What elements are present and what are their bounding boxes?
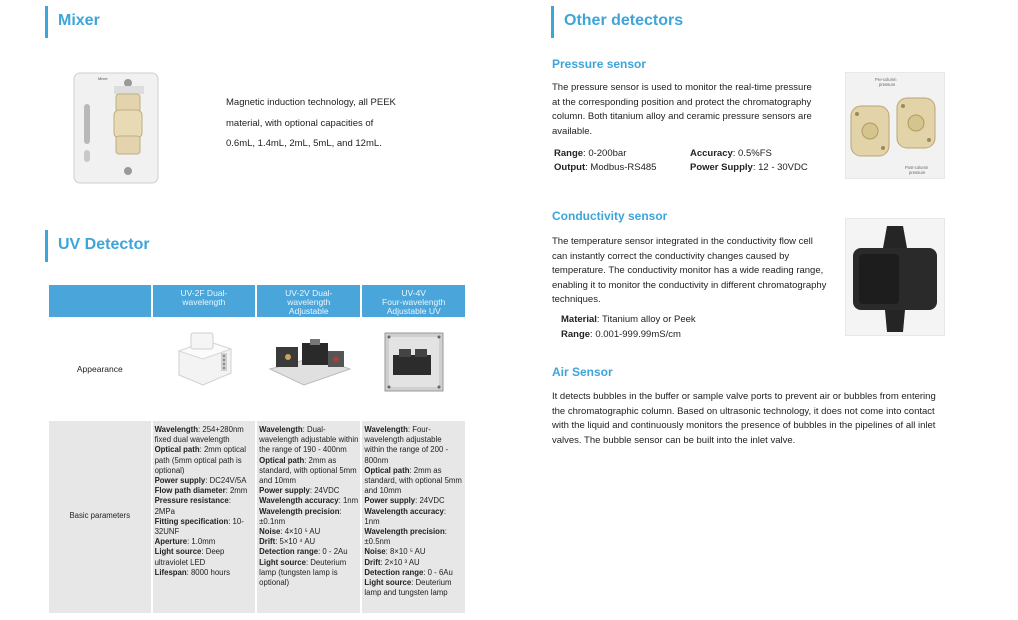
param-value: : Dual-wavelength adjustable within the range of 190 - 400nm (259, 425, 359, 455)
param-line (259, 547, 358, 557)
conductivity-range (561, 328, 681, 342)
param-key: Drift (259, 537, 276, 547)
spec-value: : Titanium alloy or Peek (596, 314, 696, 325)
spec-value: : 0-200bar (583, 148, 627, 159)
header-line: Four-wavelength (382, 297, 446, 307)
spec-key: Output (554, 162, 586, 173)
param-key: Wavelength accuracy (259, 496, 339, 506)
header-blank-cell (49, 285, 151, 317)
param-key: Wavelength (154, 425, 199, 434)
param-line (155, 445, 254, 476)
param-line (155, 476, 254, 486)
param-line (259, 527, 358, 537)
param-key: Light source (364, 578, 412, 588)
uv-title: UV Detector (45, 230, 150, 262)
uv-2v-image (266, 329, 352, 391)
param-line (259, 486, 358, 496)
pre-column-label: Pre-column (875, 77, 897, 82)
params-label: Basic parameters (49, 421, 151, 613)
param-value: : 2mm optical path (5mm optical path is optional) (154, 445, 247, 475)
table-header-row (49, 285, 465, 317)
param-key: Optical path (259, 455, 305, 465)
param-key: Wavelength accuracy (364, 506, 444, 516)
param-value: : Deuterium lamp (tungsten lamp is optional) (259, 557, 347, 588)
param-key: Power supply (259, 486, 310, 496)
param-line (155, 547, 254, 567)
pre-column-label-2: pressure (879, 82, 896, 87)
param-key: Power supply (154, 476, 206, 486)
param-value: : 2mm as standard, with optional 5mm and 10mm (259, 455, 357, 486)
param-line (155, 517, 254, 537)
header-line: UV-4V (401, 288, 426, 298)
param-key: Pressure resistance (154, 496, 229, 506)
param-value: : 8×10 ⁵ AU (385, 547, 426, 557)
param-key: Optical path (154, 445, 200, 455)
param-value: : DC24V/5A (205, 476, 247, 486)
header-uv-2f (153, 285, 256, 317)
mixer-description (226, 93, 456, 155)
uv-2v-params (257, 421, 360, 613)
mixer-title: Mixer (45, 6, 100, 38)
header-line: UV-2F Dual- (180, 288, 228, 298)
param-line (259, 496, 358, 506)
header-uv-4v (362, 285, 465, 317)
air-sensor-title: Air Sensor (552, 365, 613, 379)
header-line: wavelength (287, 297, 331, 307)
pressure-power-supply (690, 161, 808, 175)
param-line (364, 425, 463, 466)
param-value: : Deep ultraviolet LED (154, 547, 225, 567)
spec-key: Accuracy (690, 148, 733, 159)
param-value: : 5×10 ⁴ AU (275, 537, 316, 547)
param-value: : 8000 hours (186, 567, 230, 577)
appearance-label: Appearance (76, 364, 123, 374)
param-line (364, 466, 463, 497)
pressure-sensor-description: The pressure sensor is used to monitor the real-time pressure at the corresponding position and protect the chromatography column. Both titanium alloy and ceramic pressure sensors are available. (552, 82, 812, 137)
param-value: : 2mm as standard, with optional 5mm and 10mm (364, 465, 462, 496)
param-line (155, 425, 254, 445)
param-line (364, 507, 463, 527)
spec-key: Material (561, 314, 597, 325)
pressure-range (554, 147, 626, 161)
param-value: : ±0.1nm (259, 506, 342, 526)
spec-key: Power Supply (690, 162, 753, 173)
pressure-sensor-title: Pressure sensor (552, 57, 647, 71)
param-key: Light source (154, 547, 202, 557)
param-line (364, 527, 463, 547)
pressure-accuracy (690, 147, 772, 161)
pressure-sensor-image (845, 72, 945, 179)
spec-key: Range (554, 148, 584, 159)
pressure-output (554, 161, 656, 175)
param-value: : 1nm (364, 506, 447, 526)
param-value: : 4×10 ⁵ AU (280, 527, 321, 537)
spec-key: Range (561, 329, 591, 340)
header-uv-2v (257, 285, 360, 317)
air-sensor-description: It detects bubbles in the buffer or sample valve ports to prevent air or bubbles from entering the chromatographic column. Based on ultrasonic technology, it does not come into contact with the liquid and continuously monitors the presence of bubbles in the pipelines of all inlet valves. The bubble sensor can be built into the inlet valve. (552, 391, 936, 446)
param-key: Light source (259, 557, 306, 567)
mixer-desc-line: Magnetic induction technology, all PEEK (226, 97, 396, 108)
param-value: : 24VDC (415, 496, 445, 506)
param-value: : 0 - 6Au (423, 567, 453, 577)
param-key: Flow path diameter (154, 486, 226, 496)
param-line (259, 558, 358, 589)
param-key: Wavelength precision (259, 506, 340, 516)
param-value: : 24VDC (309, 486, 340, 496)
post-column-label: Post-column (905, 165, 929, 170)
uv-detector-table (47, 283, 467, 615)
param-value: : 254+280nm fixed dual wavelength (154, 425, 244, 445)
param-line (155, 486, 254, 496)
param-line (364, 578, 463, 598)
uv-2f-image-cell (153, 319, 256, 419)
param-line (364, 568, 463, 578)
param-value: : 10-32UNF (154, 516, 244, 537)
param-line (155, 568, 254, 578)
conductivity-sensor-title: Conductivity sensor (552, 209, 668, 223)
uv-2f-image (169, 329, 239, 391)
param-key: Aperture (154, 537, 188, 547)
param-line (155, 537, 254, 547)
param-key: Detection range (259, 547, 319, 557)
param-key: Lifespan (154, 567, 187, 577)
conductivity-sensor-description: The temperature sensor integrated in the conductivity flow cell can instantly correct the conductivity changes caused by temperature. The conductivity monitor has a wide reading range, enabling it to monitor the conductivity in different chromatography techniques. (552, 236, 827, 306)
param-key: Fitting specification (154, 516, 229, 526)
uv-2v-image-cell (257, 319, 360, 419)
spec-value: : 0.5%FS (732, 148, 772, 159)
post-column-label-2: pressure (909, 170, 926, 175)
param-key: Wavelength (364, 425, 408, 434)
mixer-image (70, 70, 160, 185)
param-line (364, 558, 463, 568)
uv-4v-image (379, 329, 449, 395)
param-value: : 2×10 ³ AU (380, 557, 420, 567)
svg-text:Mixer: Mixer (98, 76, 108, 81)
param-line (259, 537, 358, 547)
param-line (259, 456, 358, 487)
param-key: Noise (259, 527, 281, 537)
param-line (259, 507, 358, 527)
uv-4v-params (362, 421, 465, 613)
conductivity-sensor-image (845, 218, 945, 336)
param-value: : 2mm (225, 486, 248, 496)
parameters-row (49, 421, 465, 613)
param-key: Noise (364, 547, 386, 557)
param-key: Power supply (364, 496, 416, 506)
conductivity-material (561, 313, 696, 327)
param-value: : 1nm (338, 496, 359, 506)
param-value: : Deuterium lamp and tungsten lamp (364, 578, 452, 598)
param-value: : Four-wavelength adjustable within the range of 200 - 800nm (364, 425, 449, 465)
uv-4v-image-cell (362, 319, 465, 419)
header-line: Adjustable UV (386, 306, 441, 316)
param-line (155, 496, 254, 516)
param-line (364, 547, 463, 557)
mixer-desc-line: material, with optional capacities of (226, 117, 374, 129)
param-key: Wavelength (259, 425, 303, 434)
param-line (259, 425, 358, 456)
param-value: : 0 - 2Au (318, 547, 348, 557)
header-line: UV-2V Dual- (285, 288, 333, 298)
uv-2f-params (153, 421, 256, 613)
param-key: Drift (364, 557, 381, 567)
spec-value: : Modbus-RS485 (585, 162, 657, 173)
other-detectors-title: Other detectors (551, 6, 683, 38)
param-value: : 1.0mm (187, 537, 216, 547)
param-key: Detection range (364, 567, 424, 577)
param-key: Optical path (364, 465, 410, 475)
param-key: Wavelength precision (364, 527, 445, 537)
spec-value: : 0.001-999.99mS/cm (590, 329, 681, 340)
header-line: Adjustable (288, 306, 329, 316)
param-value: : 2MPa (154, 496, 231, 516)
mixer-desc-line: 0.6mL, 1.4mL, 2mL, 5mL, and 12mL. (226, 138, 382, 149)
param-value: : ±0.5nm (364, 527, 447, 547)
param-line (364, 496, 463, 506)
header-line: wavelength (182, 297, 226, 307)
spec-value: : 12 - 30VDC (752, 162, 808, 173)
appearance-row (49, 319, 465, 419)
